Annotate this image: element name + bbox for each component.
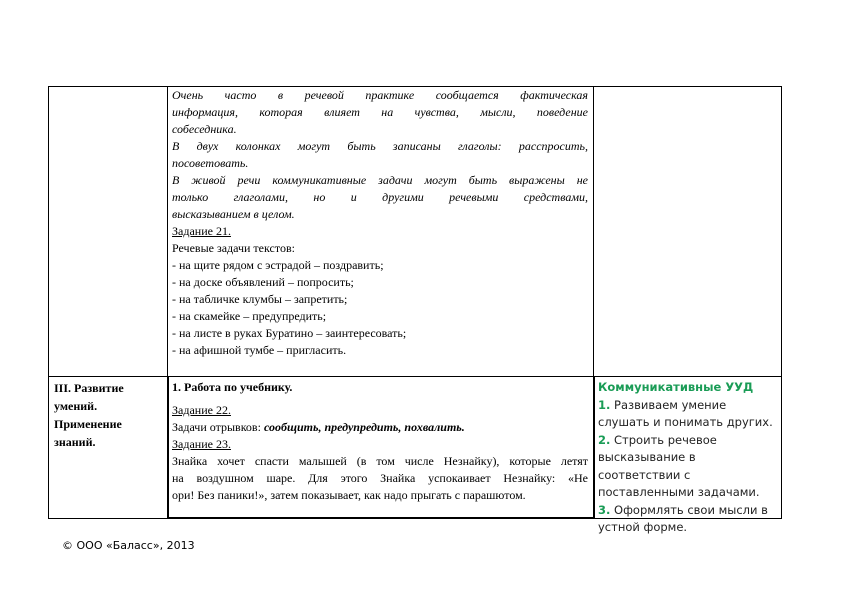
uud-text: Развиваем умение слушать и понимать других. bbox=[598, 397, 773, 429]
column-divider bbox=[167, 377, 169, 518]
stage-label-cell bbox=[54, 379, 162, 451]
uud-cell bbox=[598, 379, 778, 537]
uud-item bbox=[598, 397, 778, 432]
uud-text: Строить речевое высказывание в соответствии с поставленными задачами. bbox=[598, 432, 760, 499]
stage-label-line: Применение bbox=[54, 417, 122, 431]
uud-item bbox=[598, 502, 778, 537]
bottom-content-cell bbox=[172, 379, 588, 504]
stage-label-line: умений. bbox=[54, 399, 98, 413]
column-divider bbox=[593, 377, 595, 518]
uud-number: 3. bbox=[598, 502, 611, 517]
text-line: посоветовать. bbox=[172, 156, 249, 170]
uud-item bbox=[598, 432, 778, 502]
top-content-cell bbox=[172, 87, 588, 359]
list-item: - на табличке клумбы – запретить; bbox=[172, 292, 348, 306]
uud-number: 1. bbox=[598, 397, 611, 412]
text-line: собеседника. bbox=[172, 122, 237, 136]
list-item: - на доске объявлений – попросить; bbox=[172, 275, 354, 289]
task-23-title: Задание 23. bbox=[172, 437, 231, 451]
uud-number: 2. bbox=[598, 432, 611, 447]
text-line: Знайка хочет спасти малышей (в том числе Незнайку), которые летят bbox=[172, 454, 588, 468]
text-line: высказыванием в целом. bbox=[172, 207, 295, 221]
stage-label-line: знаний. bbox=[54, 435, 96, 449]
column-divider bbox=[593, 87, 594, 376]
uud-title: Коммуникативные УУД bbox=[598, 380, 754, 394]
paragraph-1 bbox=[172, 87, 588, 138]
text-line: В живой речи коммуникативные задачи могут быть выражены не bbox=[172, 173, 588, 187]
cell-border bbox=[167, 517, 595, 519]
stage-label-line: III. Развитие bbox=[54, 381, 124, 395]
list-item: - на листе в руках Буратино – заинтересовать; bbox=[172, 326, 407, 340]
table-row-top bbox=[48, 86, 782, 377]
column-divider bbox=[167, 87, 168, 376]
paragraph-2 bbox=[172, 138, 588, 172]
task-22-lead: Задачи отрывков: bbox=[172, 420, 264, 434]
uud-text: Оформлять свои мысли в устной форме. bbox=[598, 502, 768, 534]
text-line: информация, которая влияет на чувства, мысли, поведение bbox=[172, 105, 588, 119]
text-line: на воздушном шаре. Для этого Знайка успокаивает Незнайку: «Не bbox=[172, 471, 588, 485]
task-21-intro: Речевые задачи текстов: bbox=[172, 241, 295, 255]
text-line: Очень часто в речевой практике сообщается фактическая bbox=[172, 88, 588, 102]
task-22-emphasis: сообщить, предупредить, похвалить. bbox=[263, 420, 465, 434]
copyright-footer: © ООО «Баласс», 2013 bbox=[62, 539, 195, 552]
text-line: только глаголами, но и другими речевыми средствами, bbox=[172, 190, 588, 204]
table-row-bottom bbox=[48, 377, 782, 534]
paragraph-3 bbox=[172, 172, 588, 223]
list-item: - на афишной тумбе – пригласить. bbox=[172, 343, 347, 357]
task-22-text bbox=[172, 419, 588, 436]
task-21-title: Задание 21. bbox=[172, 224, 231, 238]
list-item: - на щите рядом с эстрадой – поздравить; bbox=[172, 258, 384, 272]
text-line: В двух колонках могут быть записаны глаголы: расспросить, bbox=[172, 139, 588, 153]
work-title: 1. Работа по учебнику. bbox=[172, 380, 293, 394]
task-22-title: Задание 22. bbox=[172, 403, 231, 417]
text-line: ори! Без паники!», затем показывает, как надо прыгать с парашютом. bbox=[172, 488, 526, 502]
list-item: - на скамейке – предупредить; bbox=[172, 309, 327, 323]
